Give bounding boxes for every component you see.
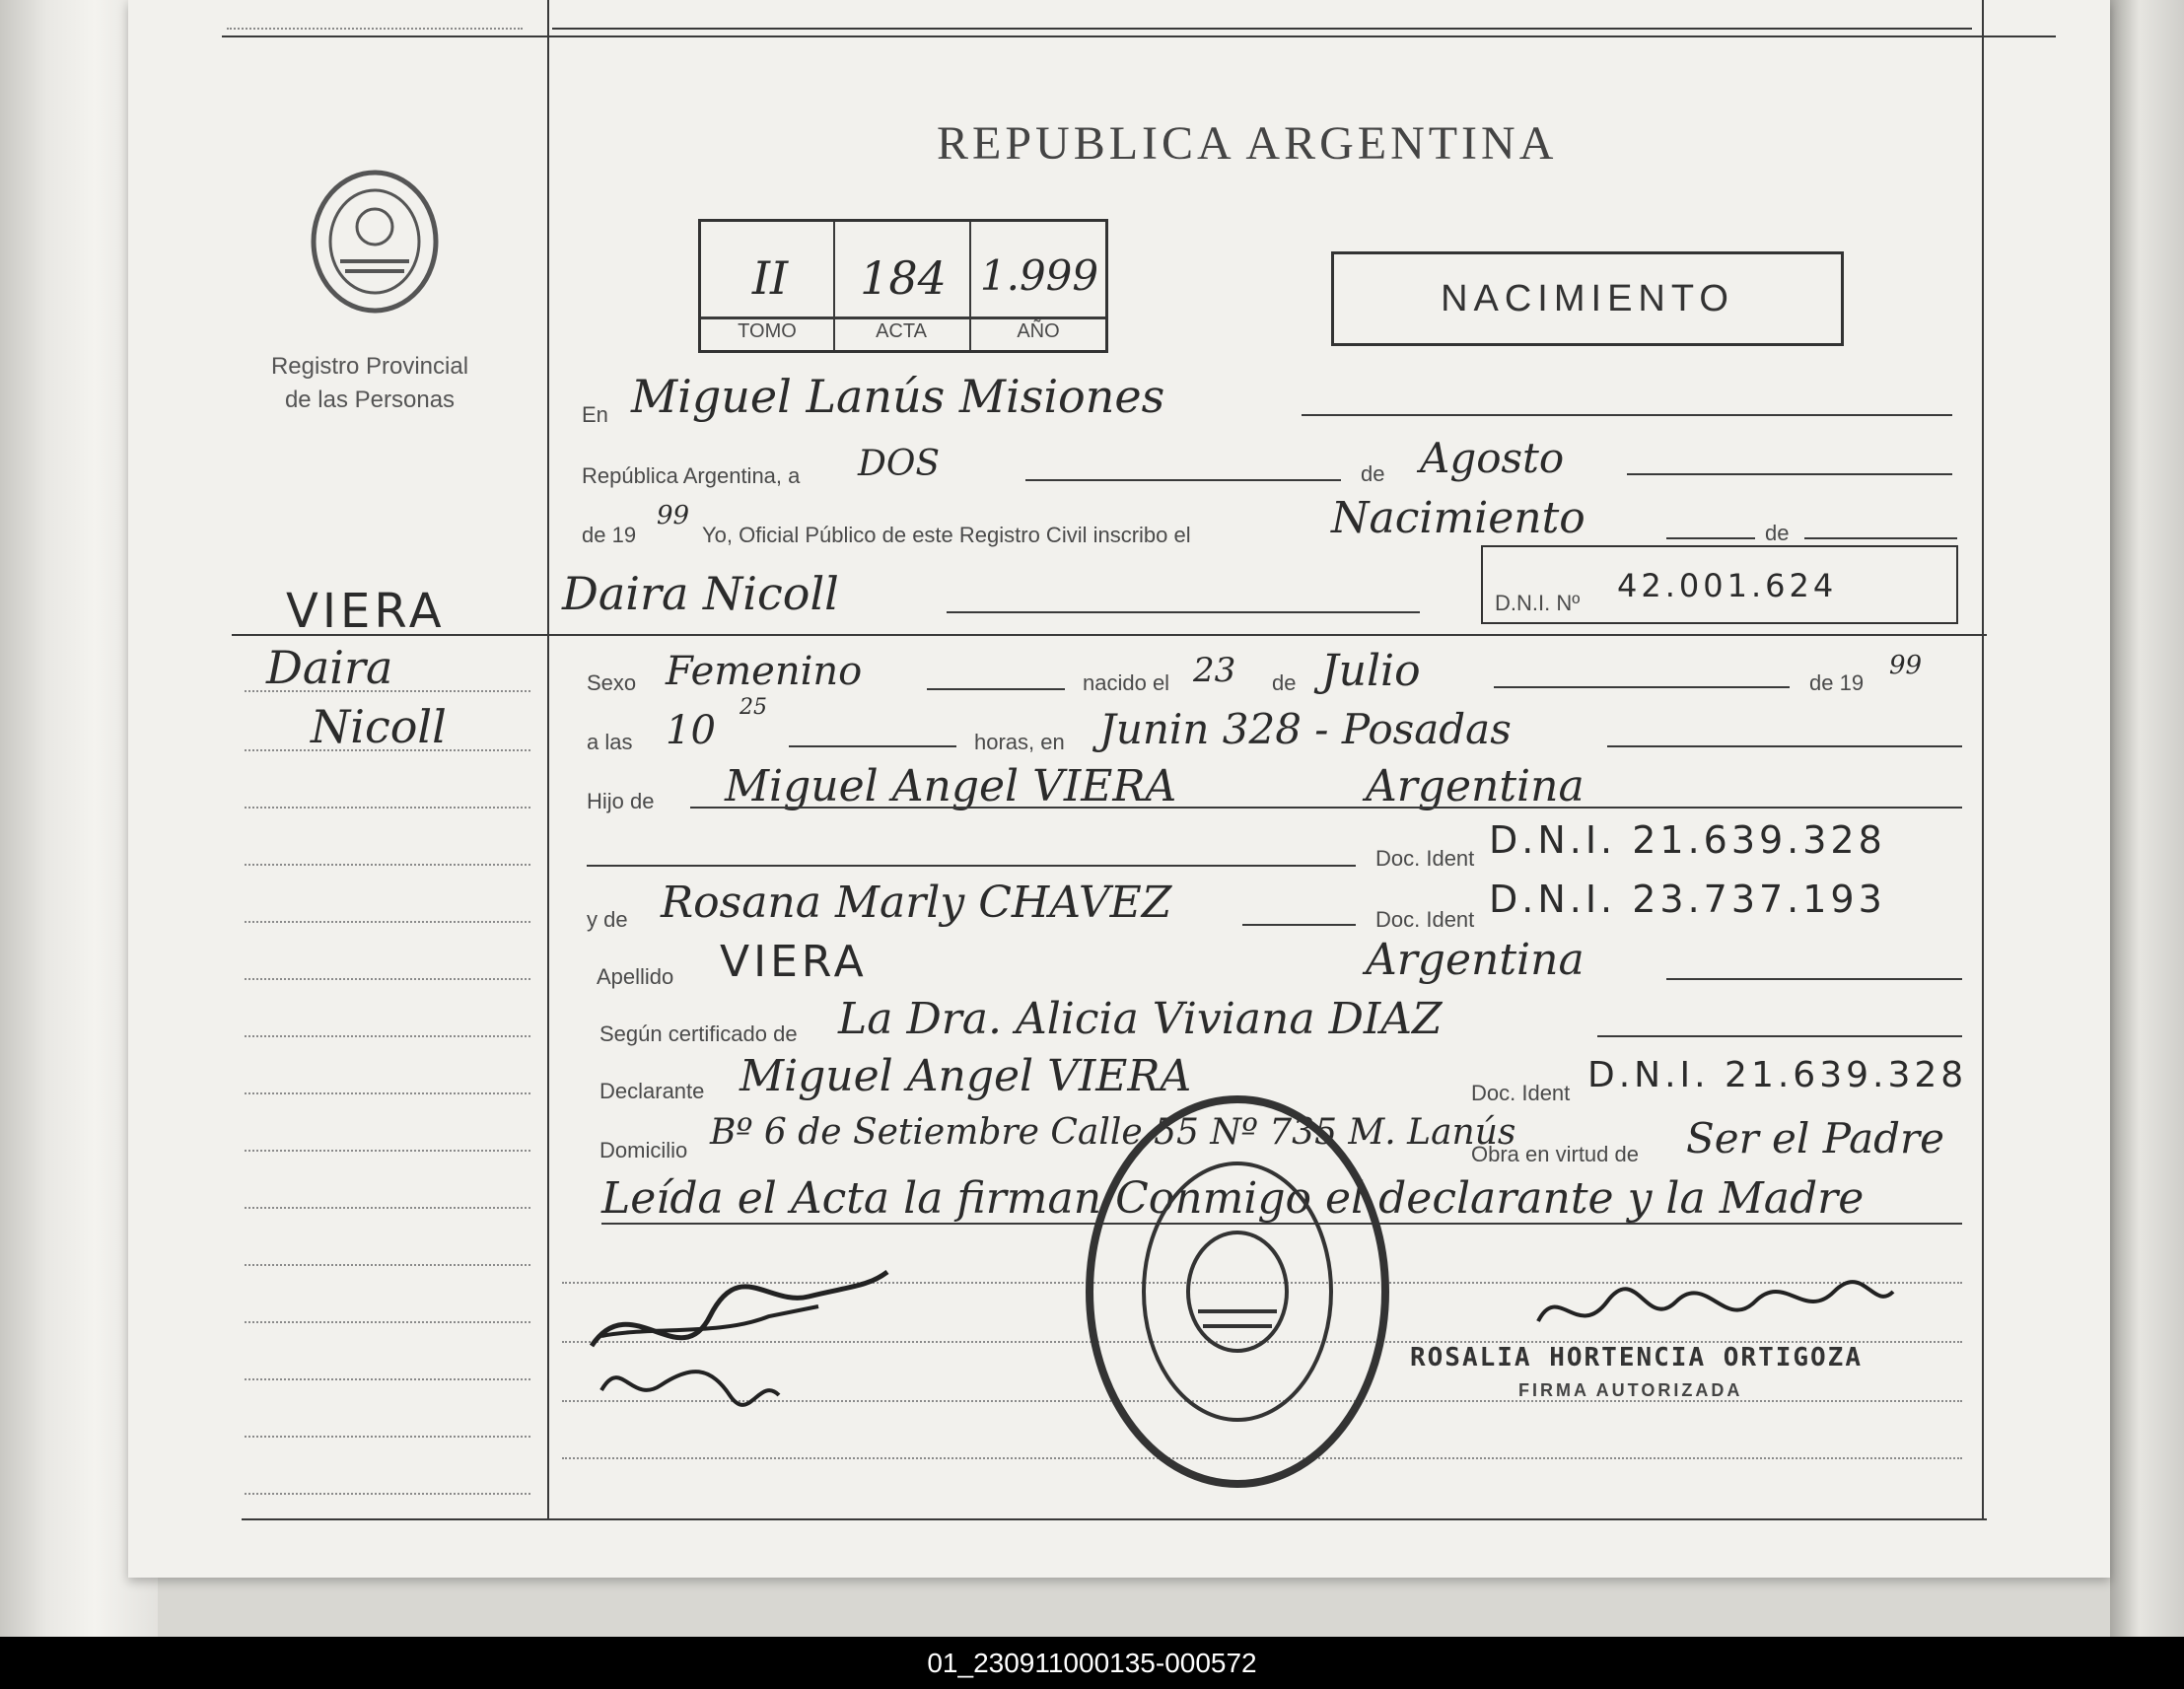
- horas-label: horas, en: [974, 730, 1065, 754]
- official-stamp-subtitle: FIRMA AUTORIZADA: [1518, 1380, 1743, 1400]
- margin-dotted-rule: [245, 1321, 530, 1323]
- nombre-value: Daira Nicoll: [562, 567, 839, 620]
- en-rule: [1302, 414, 1952, 416]
- declarante-doc-value: D.N.I. 21.639.328: [1587, 1055, 1968, 1095]
- lugar-rule: [1607, 745, 1962, 747]
- margin-name2: Nicoll: [311, 700, 447, 753]
- acta-label: ACTA: [876, 320, 927, 342]
- docident-label: Doc. Ident: [1375, 846, 1475, 871]
- margin-dotted-rule: [245, 1092, 530, 1094]
- anio-value: 99: [657, 501, 690, 530]
- record-type-box: NACIMIENTO: [1331, 251, 1844, 346]
- anio-prefix-label: de 19: [582, 523, 637, 547]
- nac-anio-value: 99: [1889, 651, 1923, 680]
- nac-dia-value: 23: [1193, 651, 1236, 690]
- margin-dotted-rule: [245, 864, 530, 866]
- anio-value: 1.999: [979, 251, 1099, 300]
- nac-mes-value: Julio: [1321, 646, 1421, 696]
- record-number-box: [698, 219, 1108, 353]
- hijo-rule: [690, 807, 1962, 809]
- anio-label: AÑO: [1017, 320, 1060, 342]
- margin-dotted-rule: [245, 807, 530, 809]
- official-stamp-name: ROSALIA HORTENCIA ORTIGOZA: [1410, 1343, 1863, 1372]
- hora-rule: [789, 745, 956, 747]
- sexo-value: Femenino: [666, 649, 863, 694]
- de-label: de: [1361, 461, 1385, 486]
- nombre-rule: [947, 611, 1420, 613]
- margin-dotted-rule: [245, 690, 530, 692]
- yde-label: y de: [587, 907, 628, 932]
- docident3-label: Doc. Ident: [1471, 1081, 1571, 1105]
- de19-label: de 19: [1809, 670, 1865, 695]
- apellido-nacionalidad-value: Argentina: [1366, 935, 1585, 985]
- nacido-label: nacido el: [1083, 670, 1170, 695]
- provincial-seal-icon: [306, 168, 444, 316]
- sexo-label: Sexo: [587, 670, 637, 695]
- frame-top: [222, 35, 2056, 37]
- margin-dotted-rule: [245, 1150, 530, 1152]
- dia-rule: [1025, 479, 1341, 481]
- apellido-rule: [1666, 978, 1962, 980]
- margin-dotted-rule: [245, 978, 530, 980]
- dia-value: DOS: [858, 444, 941, 484]
- acto-rule: [1666, 537, 1755, 539]
- margin-dotted-rule: [245, 1378, 530, 1380]
- frame-right: [1982, 0, 1984, 1518]
- min-value: 25: [740, 695, 767, 720]
- margin-name1: Daira: [266, 641, 393, 694]
- padre-nacionalidad-value: Argentina: [1366, 761, 1585, 811]
- madre-rule: [1242, 924, 1356, 926]
- yo-label: Yo, Oficial Público de este Registro Civil inscribo el: [702, 523, 1191, 547]
- frame-bottom: [242, 1518, 1987, 1520]
- country-title: REPUBLICA ARGENTINA: [937, 117, 1558, 170]
- top-dotted-rule: [227, 28, 523, 30]
- margin-surname: VIERA: [286, 584, 446, 639]
- certificado-rule: [1597, 1035, 1962, 1037]
- image-id-footer: 01_230911000135-000572: [0, 1637, 2184, 1689]
- margin-dotted-rule: [245, 921, 530, 923]
- official-signature: [1499, 1262, 1913, 1351]
- segun-label: Según certificado de: [599, 1021, 798, 1046]
- nac-mes-rule: [1494, 686, 1790, 688]
- dni-value: 42.001.624: [1617, 567, 1838, 604]
- acto-value: Nacimiento: [1331, 493, 1585, 543]
- margin-dotted-rule: [245, 1436, 530, 1438]
- declarant-signature: [572, 1247, 907, 1425]
- padre-blank-rule: [587, 865, 1356, 867]
- obra-value: Ser el Padre: [1686, 1114, 1944, 1162]
- dni-box: [1481, 545, 1958, 624]
- lugar-value: Junin 328 - Posadas: [1099, 705, 1512, 753]
- declarante-value: Miguel Angel VIERA: [740, 1051, 1192, 1101]
- margin-dotted-rule: [245, 1264, 530, 1266]
- acta-value: 184: [860, 251, 947, 305]
- tomo-value: II: [751, 251, 789, 305]
- registry-name-line2: de las Personas: [284, 387, 456, 413]
- domicilio-value: Bº 6 de Setiembre Calle 55 Nº 735 M. Lanús: [710, 1112, 1516, 1153]
- padre-value: Miguel Angel VIERA: [725, 761, 1177, 811]
- margin-split-rule: [232, 634, 1987, 636]
- register-page: [128, 0, 2110, 1578]
- domicilio-label: Domicilio: [599, 1138, 688, 1162]
- leida-value: Leída el Acta la firman Conmigo el declarante y la Madre: [601, 1173, 1865, 1224]
- madre-value: Rosana Marly CHAVEZ: [661, 878, 1172, 928]
- hijo-label: Hijo de: [587, 789, 655, 813]
- en-label: En: [582, 402, 608, 427]
- tomo-label: TOMO: [738, 320, 797, 342]
- book-edge-right: [2110, 0, 2184, 1637]
- margin-dotted-rule: [245, 1207, 530, 1209]
- hora-value: 10: [666, 708, 716, 753]
- margin-dotted-rule: [245, 749, 530, 751]
- en-value: Miguel Lanús Misiones: [631, 370, 1165, 423]
- padre-doc-value: D.N.I. 21.639.328: [1489, 818, 1886, 862]
- obra-label: Obra en virtud de: [1471, 1142, 1639, 1166]
- sexo-rule: [927, 688, 1065, 690]
- top-rule: [552, 28, 1972, 30]
- alas-label: a las: [587, 730, 633, 754]
- de3-label: de: [1272, 670, 1297, 695]
- de2-rule: [1804, 537, 1957, 539]
- madre-doc-value: D.N.I. 23.737.193: [1489, 878, 1886, 921]
- certificado-value: La Dra. Alicia Viviana DIAZ: [838, 994, 1443, 1044]
- mes-rule: [1627, 473, 1952, 475]
- mes-value: Agosto: [1420, 434, 1565, 482]
- apellido-label: Apellido: [597, 964, 674, 989]
- republica-label: República Argentina, a: [582, 463, 801, 488]
- declarante-label: Declarante: [599, 1079, 705, 1103]
- dni-label: D.N.I. Nº: [1495, 591, 1581, 615]
- margin-dotted-rule: [245, 1035, 530, 1037]
- de2-label: de: [1765, 521, 1790, 545]
- registry-name-line1: Registro Provincial: [270, 353, 469, 380]
- docident2-label: Doc. Ident: [1375, 907, 1475, 932]
- margin-dotted-rule: [245, 1493, 530, 1495]
- frame-divider: [547, 0, 549, 1518]
- official-stamp-icon: [1075, 1085, 1400, 1499]
- apellido-value: VIERA: [720, 937, 868, 987]
